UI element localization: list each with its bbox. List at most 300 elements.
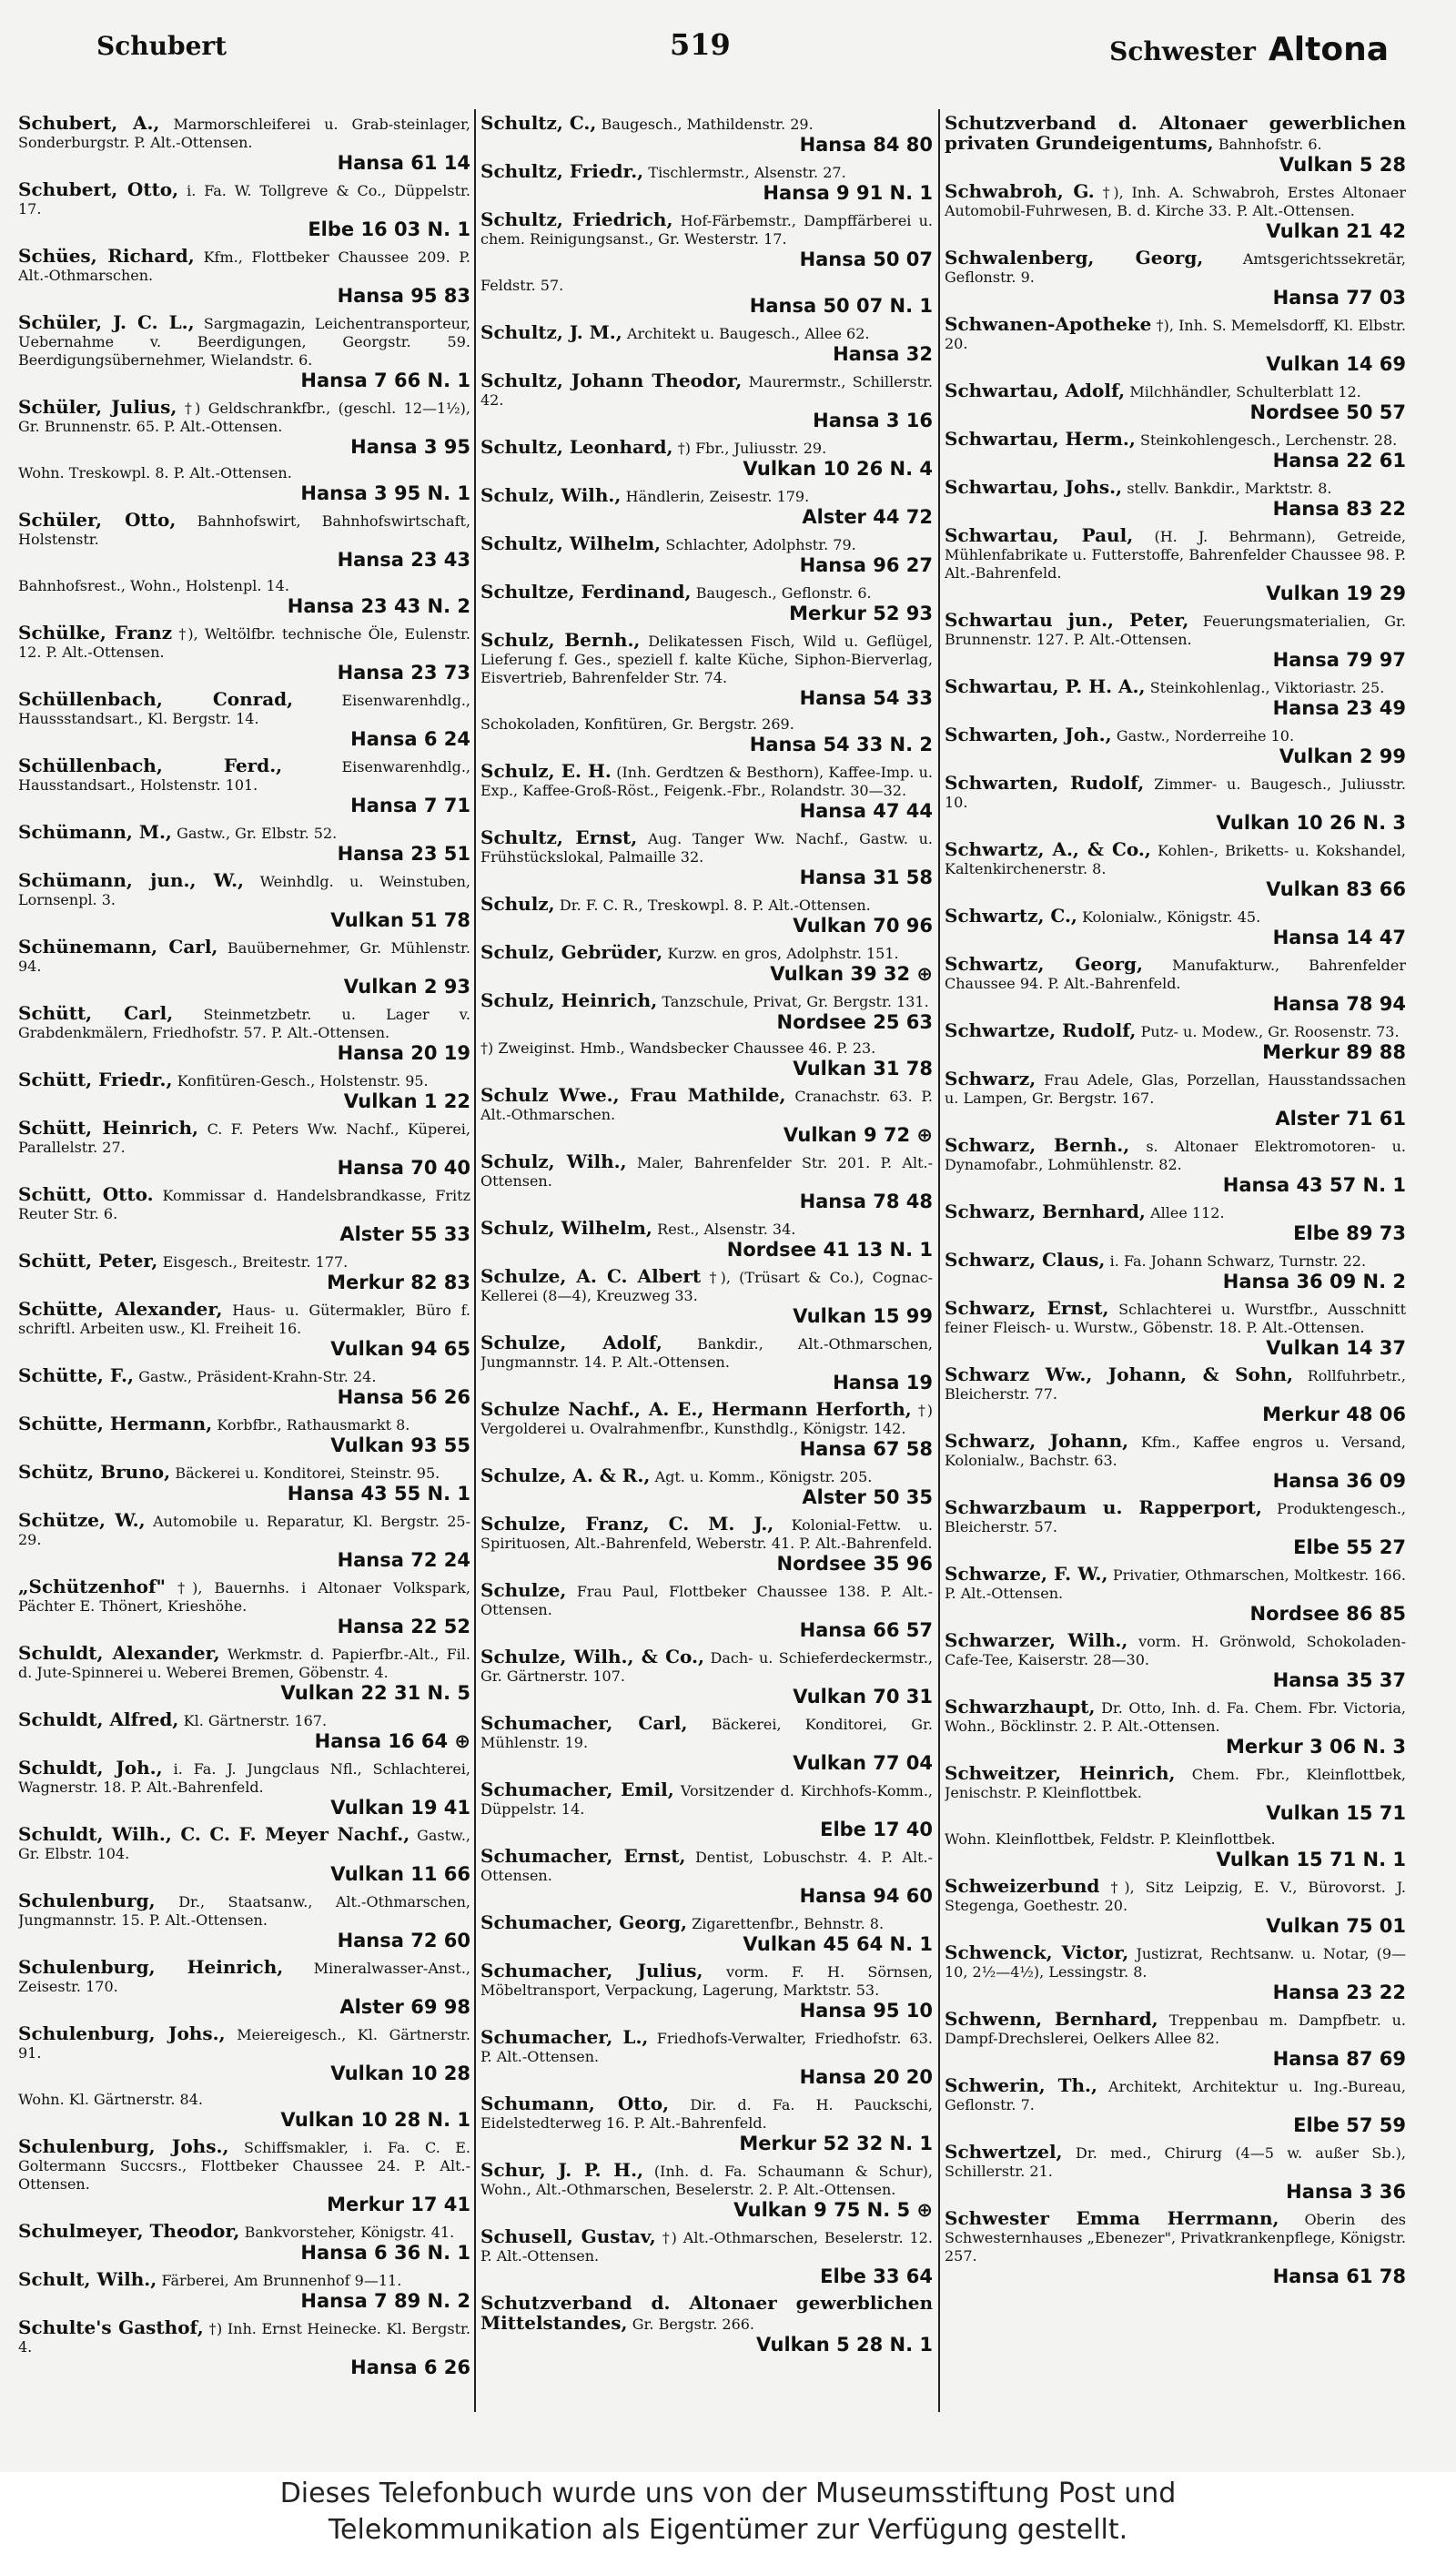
- entry-details: Kurzw. en gros, Adolphstr. 151.: [667, 945, 899, 962]
- entry-name: Schusell, Gustav,: [480, 2225, 656, 2247]
- entry-name: Schüllenbach, Conrad,: [18, 688, 294, 710]
- entry-phone: Hansa 47 44: [799, 800, 933, 822]
- directory-entry: [945, 2076, 1406, 2136]
- entry-phone: Nordsee 41 13 N. 1: [726, 1239, 933, 1261]
- entry-details: Friedhofs-Verwalter, Friedhofstr. 63. P. Alt.-Ottensen.: [480, 2030, 933, 2065]
- header-last-entry-name: Schwester: [1109, 36, 1256, 66]
- entry-name: Schwester Emma Herrmann,: [945, 2207, 1279, 2229]
- entry-details: Schokoladen, Konfitüren, Gr. Bergstr. 269.: [480, 715, 794, 733]
- directory-entry: [945, 1698, 1406, 1758]
- directory-entry: [18, 1511, 470, 1571]
- entry-details: Feldstr. 57.: [480, 277, 564, 294]
- entry-details: Eisgesch., Breitestr. 177.: [162, 1253, 349, 1271]
- entry-phone: Vulkan 15 99: [793, 1305, 933, 1327]
- entry-name: Schulz Wwe., Frau Mathilde,: [480, 1084, 786, 1106]
- entry-phone: Hansa 20 20: [799, 2066, 933, 2088]
- entry-details: (Inh. d. Fa. Schaumann & Schur), Wohn., Alt.-Othmarschen, Beselerstr. 2. P. Alt.-Ottensen.: [480, 2163, 933, 2198]
- directory-entry: [480, 210, 933, 270]
- entry-name: Schulze,: [480, 1579, 567, 1601]
- entry-name: Schwenn, Bernhard,: [945, 2008, 1158, 2030]
- entry-phone: Merkur 89 88: [1262, 1041, 1406, 1063]
- entry-details: s. Altonaer Elektromotoren- u. Dynamofabr., Lohmühlenstr. 82.: [945, 1138, 1406, 1173]
- entry-phone: Vulkan 75 01: [1266, 1915, 1406, 1937]
- entry-name: Schur, J. P. H.,: [480, 2159, 643, 2181]
- directory-entry: [945, 526, 1406, 604]
- entry-phone: Hansa 22 61: [1272, 450, 1406, 471]
- directory-entry: [945, 1365, 1406, 1425]
- entry-details: Kl. Gärtnerstr. 167.: [183, 1712, 328, 1729]
- directory-entry: [18, 1710, 470, 1752]
- directory-entry: [18, 398, 470, 458]
- entry-name: Schultz, Friedrich,: [480, 208, 673, 230]
- entry-details: (Inh. Gerdtzen & Besthorn), Kaffee-Imp. u. Exp., Kaffee-Groß-Röst., Feigenk.-Fbr., Rolandstr. 30—32.: [480, 764, 933, 799]
- directory-entry: [480, 1152, 933, 1212]
- directory-entry: [480, 828, 933, 888]
- entry-phone: Alster 50 35: [802, 1486, 933, 1508]
- entry-name: Schumacher, Julius,: [480, 1960, 703, 1981]
- entry-details: Tanzschule, Privat, Gr. Bergstr. 131.: [662, 993, 929, 1010]
- entry-details: †), Inh. S. Memelsdorff, Kl. Elbstr. 20.: [945, 317, 1406, 352]
- directory-entry: [945, 182, 1406, 242]
- entry-phone: Vulkan 93 55: [330, 1434, 470, 1456]
- entry-phone: Merkur 48 06: [1262, 1404, 1406, 1425]
- entry-name: Schultz, Wilhelm,: [480, 532, 662, 554]
- entry-name: Schulenburg,: [18, 1890, 156, 1911]
- entry-details: Justizrat, Rechtsanw. u. Notar, (9—10, 2½—4½), Lessingstr. 8.: [945, 1945, 1406, 1981]
- entry-details: Wohn. Treskowpl. 8. P. Alt.-Ottensen.: [18, 464, 292, 481]
- entry-details: †) Zweiginst. Hmb., Wandsbecker Chaussee 46. P. 23.: [480, 1039, 876, 1057]
- entry-details: Treppenbau m. Dampfbetr. u. Dampf-Drechslerei, Oelkers Allee 82.: [945, 2012, 1406, 2047]
- entry-details: Werkmstr. d. Papierfbr.-Alt., Fil. d. Jute-Spinnerei u. Weberei Bremen, Göbenstr. 4.: [18, 1646, 470, 1681]
- entry-phone: Vulkan 77 04: [793, 1752, 933, 1774]
- entry-phone: Elbe 33 64: [820, 2265, 933, 2287]
- footer-notice: [0, 2472, 1456, 2554]
- entry-phone: Merkur 52 93: [789, 603, 933, 624]
- entry-name: Schwartau, Paul,: [945, 524, 1134, 546]
- entry-phone: Hansa 79 97: [1272, 649, 1406, 671]
- entry-phone: Vulkan 21 42: [1266, 220, 1406, 242]
- column-divider: [474, 109, 476, 2412]
- entry-phone: Hansa 78 94: [1272, 993, 1406, 1015]
- entry-name: Schultze, Ferdinand,: [480, 581, 692, 603]
- entry-name: Schütze, W.,: [18, 1509, 146, 1531]
- directory-entry: [945, 1877, 1406, 1937]
- entry-phone: Vulkan 5 28: [1279, 154, 1406, 176]
- entry-details: †), (Trüsart & Co.), Cognac-Kellerei (8—4), Kreuzweg 33.: [480, 1269, 933, 1304]
- entry-phone: Hansa 36 09: [1272, 1470, 1406, 1492]
- entry-phone: Hansa 19: [833, 1372, 933, 1394]
- entry-name: Schultz, Leonhard,: [480, 436, 673, 458]
- entry-details: Sargmagazin, Leichentransporteur, Uebernahme v. Beerdigungen, Georgstr. 59. Beerdigungsübernehmer, Wielandstr. 6.: [18, 315, 470, 369]
- entry-phone: Alster 71 61: [1275, 1108, 1406, 1130]
- entry-phone: Vulkan 11 66: [330, 1863, 470, 1885]
- entry-details: Konfitüren-Gesch., Holstenstr. 95.: [177, 1072, 429, 1090]
- page-number: 519: [670, 27, 731, 62]
- entry-phone: Vulkan 14 37: [1266, 1337, 1406, 1359]
- directory-entry: [18, 871, 470, 931]
- directory-entry: [945, 478, 1406, 520]
- directory-entry: [18, 2091, 470, 2131]
- entry-name: Schwarten, Joh.,: [945, 724, 1112, 745]
- directory-entry: [480, 1913, 933, 1955]
- entry-name: Schwerin, Th.,: [945, 2074, 1097, 2096]
- directory-entry: [18, 247, 470, 307]
- entry-phone: Vulkan 2 93: [343, 976, 470, 998]
- directory-entry: [945, 1069, 1406, 1130]
- entry-name: Schumacher, Georg,: [480, 1911, 687, 1933]
- entry-details: Delikatessen Fisch, Wild u. Geflügel, Lieferung f. Ges., speziell f. kalte Küche, Siphon-Bierverlag, Eisvertrieb, Bahrenfelder Str. 74.: [480, 633, 933, 686]
- entry-details: Bankvorsteher, Königstr. 41.: [244, 2224, 455, 2241]
- directory-entry: [945, 381, 1406, 423]
- entry-phone: Elbe 57 59: [1293, 2114, 1406, 2136]
- entry-details: Baugesch., Geflonstr. 6.: [695, 584, 872, 602]
- entry-name: Schweitzer, Heinrich,: [945, 1762, 1176, 1784]
- entry-name: Schultz, Friedr.,: [480, 160, 644, 182]
- entry-phone: Hansa 84 80: [799, 134, 933, 156]
- entry-phone: Hansa 61 78: [1272, 2265, 1406, 2287]
- column-3: [945, 114, 1406, 2412]
- directory-entry: [945, 248, 1406, 309]
- entry-details: Gastw., Gr. Elbstr. 52.: [177, 825, 338, 842]
- directory-entry: [480, 1333, 933, 1394]
- entry-phone: Hansa 70 40: [337, 1157, 470, 1179]
- entry-details: Dr., Staatsanw., Alt.-Othmarschen, Jungmannstr. 15. P. Alt.-Ottensen.: [18, 1893, 470, 1929]
- entry-name: Schünemann, Carl,: [18, 936, 218, 958]
- entry-name: Schwartau, Johs.,: [945, 476, 1123, 498]
- entry-phone: Hansa 61 14: [337, 152, 470, 174]
- entry-details: Dr. Otto, Inh. d. Fa. Chem. Fbr. Victoria, Wohn., Böcklinstr. 2. P. Alt.-Ottensen.: [945, 1699, 1406, 1735]
- entry-details: Steinkohlengesch., Lerchenstr. 28.: [1140, 431, 1398, 449]
- directory-entry: [480, 371, 933, 431]
- entry-name: Schwartau, Herm.,: [945, 428, 1136, 450]
- entry-phone: Hansa 3 95 N. 1: [300, 482, 470, 504]
- directory-entry: [18, 1758, 470, 1819]
- entry-name: Schulz, Wilh.,: [480, 1150, 627, 1172]
- entry-phone: Hansa 6 24: [350, 728, 470, 750]
- directory-entry: [945, 725, 1406, 767]
- directory-entry: [945, 1830, 1406, 1870]
- entry-phone: Hansa 31 58: [799, 867, 933, 888]
- entry-details: Zigarettenfbr., Behnstr. 8.: [692, 1915, 885, 1932]
- directory-entry: [18, 937, 470, 998]
- directory-entry: [480, 943, 933, 985]
- entry-details: Kolonialw., Königstr. 45.: [1082, 908, 1261, 926]
- entry-phone: Vulkan 19 29: [1266, 583, 1406, 604]
- entry-name: Schumacher, L.,: [480, 2026, 649, 2048]
- directory-entry: [18, 690, 470, 750]
- entry-name: Schwanen-Apotheke: [945, 313, 1152, 335]
- entry-name: Schutzverband d. Altonaer gewerblichen privaten Grundeigentums,: [945, 114, 1406, 154]
- entry-name: Schwarzhaupt,: [945, 1696, 1096, 1718]
- entry-details: Aug. Tanger Ww. Nachf., Gastw. u. Frühstückslokal, Palmaille 32.: [480, 830, 933, 866]
- entry-name: Schweizerbund: [945, 1875, 1100, 1897]
- entry-name: „Schützenhof": [18, 1576, 166, 1597]
- entry-details: Gastw., Präsident-Krahn-Str. 24.: [138, 1368, 377, 1385]
- entry-details: Architekt, Architektur u. Ing.-Bureau, Geflonstr. 7.: [945, 2078, 1406, 2113]
- directory-entry: [945, 774, 1406, 834]
- entry-details: Händlerin, Zeisestr. 179.: [625, 488, 810, 505]
- directory-entry: [18, 2137, 470, 2215]
- directory-entry: [480, 114, 933, 156]
- directory-entry: [18, 1070, 470, 1112]
- entry-phone: Hansa 7 89 N. 2: [300, 2290, 470, 2312]
- directory-entry: [945, 955, 1406, 1015]
- entry-phone: Hansa 54 33: [799, 687, 933, 709]
- entry-phone: Hansa 6 26: [350, 2356, 470, 2378]
- entry-details: Kfm., Flottbeker Chaussee 209. P. Alt.-Othmarschen.: [18, 248, 470, 284]
- entry-phone: Vulkan 70 31: [793, 1686, 933, 1708]
- entry-phone: Vulkan 2 99: [1279, 745, 1406, 767]
- directory-entry: [18, 1004, 470, 1064]
- entry-name: Schütt, Heinrich,: [18, 1117, 199, 1139]
- directory-entry: [480, 1267, 933, 1327]
- entry-phone: Hansa 95 83: [337, 285, 470, 307]
- directory-entry: [480, 1961, 933, 2022]
- directory-entry: [18, 756, 470, 816]
- entry-name: Schüllenbach, Ferd.,: [18, 755, 283, 776]
- entry-phone: Hansa 77 03: [1272, 287, 1406, 309]
- entry-details: †) Geldschrankfbr., (geschl. 12—1½), Gr. Brunnenstr. 65. P. Alt.-Ottensen.: [18, 400, 470, 435]
- entry-details: Steinmetzbetr. u. Lager v. Grabdenkmälern, Friedhofstr. 57. P. Alt.-Ottensen.: [18, 1006, 470, 1041]
- entry-details: Chem. Fbr., Kleinflottbek, Jenischstr. P. Kleinflottbek.: [945, 1766, 1406, 1801]
- entry-phone: Hansa 9 91 N. 1: [763, 182, 933, 204]
- entry-phone: Hansa 50 07: [799, 248, 933, 270]
- entry-details: Agt. u. Komm., Königstr. 205.: [654, 1468, 873, 1485]
- directory-entry: [480, 1466, 933, 1508]
- entry-name: Schwertzel,: [945, 2141, 1063, 2163]
- directory-entry: [480, 895, 933, 937]
- entry-name: Schumacher, Ernst,: [480, 1845, 686, 1867]
- entry-phone: Hansa 43 55 N. 1: [287, 1483, 470, 1505]
- entry-name: Schwarze, F. W.,: [945, 1563, 1108, 1585]
- directory-entry: [945, 1021, 1406, 1063]
- entry-name: Schulze, Franz, C. M. J.,: [480, 1513, 774, 1535]
- entry-name: Schüler, Otto,: [18, 509, 177, 531]
- entry-details: Wohn. Kl. Gärtnerstr. 84.: [18, 2091, 203, 2108]
- entry-details: Oberin des Schwesternhauses „Ebenezer", Privatkrankenpflege, Königstr. 257.: [945, 2211, 1406, 2265]
- directory-entry: [945, 907, 1406, 948]
- entry-phone: Hansa 87 69: [1272, 2048, 1406, 2070]
- entry-details: Maurermstr., Schillerstr. 42.: [480, 373, 933, 409]
- entry-name: Schüler, J. C. L.,: [18, 311, 195, 333]
- directory-entry: [945, 677, 1406, 719]
- entry-details: †) Fbr., Juliusstr. 29.: [677, 440, 827, 457]
- directory-entry: [480, 762, 933, 822]
- entry-details: Cranachstr. 63. P. Alt.-Othmarschen.: [480, 1088, 933, 1123]
- directory-entry: [18, 1958, 470, 2018]
- entry-name: Schülke, Franz: [18, 622, 173, 644]
- entry-details: Automobile u. Reparatur, Kl. Bergstr. 25-29.: [18, 1513, 470, 1548]
- entry-name: Schwartau, Adolf,: [945, 380, 1126, 401]
- entry-details: †) Alt.-Othmarschen, Beselerstr. 12. P. Alt.-Ottensen.: [480, 2229, 933, 2265]
- entry-phone: Hansa 23 51: [337, 843, 470, 865]
- entry-details: Bauübernehmer, Gr. Mühlenstr. 94.: [18, 939, 470, 975]
- entry-phone: Vulkan 39 32 ⊕: [770, 963, 933, 985]
- entry-details: Rollfuhrbetr., Bleicherstr. 77.: [945, 1367, 1406, 1403]
- directory-entry: [18, 114, 470, 174]
- directory-entry: [480, 1581, 933, 1641]
- entry-name: Schulze, A. & R.,: [480, 1464, 651, 1486]
- entry-details: Schlachterei u. Wurstfbr., Ausschnitt feiner Fleisch- u. Wurstw., Göbenstr. 18. P. Alt.-Ottensen.: [945, 1301, 1406, 1336]
- directory-entry: [18, 1463, 470, 1505]
- entry-details: Marmorschleiferei u. Grab-steinlager, Sonderburgstr. P. Alt.-Ottensen.: [18, 116, 470, 151]
- entry-phone: Elbe 17 40: [820, 1819, 933, 1840]
- entry-details: Kommissar d. Handelsbrandkasse, Fritz Reuter Str. 6.: [18, 1187, 470, 1222]
- entry-name: Schütte, Hermann,: [18, 1413, 213, 1434]
- directory-entry: [18, 511, 470, 571]
- directory-entry: [480, 1086, 933, 1146]
- entry-details: Kfm., Kaffee engros u. Versand, Kolonialw., Bachstr. 63.: [945, 1434, 1406, 1469]
- entry-phone: Hansa 96 27: [799, 554, 933, 576]
- entry-details: Dr. F. C. R., Treskowpl. 8. P. Alt.-Ottensen.: [559, 897, 871, 914]
- entry-phone: Vulkan 10 26 N. 4: [743, 458, 933, 480]
- entry-name: Schulz, Bernh.,: [480, 629, 641, 651]
- entry-phone: Vulkan 51 78: [330, 909, 470, 931]
- entry-phone: Hansa 14 47: [1272, 927, 1406, 948]
- directory-entry: [480, 2294, 933, 2356]
- entry-name: Schutzverband d. Altonaer gewerblichen Mittelstandes,: [480, 2292, 933, 2334]
- header-city: Altona: [1268, 31, 1389, 68]
- entry-phone: Vulkan 22 31 N. 5: [280, 1682, 470, 1704]
- entry-details: †), Sitz Leipzig, E. V., Bürovorst. J. Stegenga, Goethestr. 20.: [945, 1879, 1406, 1914]
- entry-details: Eisenwarenhdlg., Haussstandsart., Kl. Bergstr. 14.: [18, 692, 470, 727]
- directory-entry: [945, 2010, 1406, 2070]
- entry-name: Schultz, Ernst,: [480, 826, 638, 848]
- entry-phone: Vulkan 15 71: [1266, 1802, 1406, 1824]
- directory-entry: [480, 323, 933, 365]
- column-1: [18, 114, 470, 2412]
- directory-entry: [480, 486, 933, 528]
- entry-phone: Hansa 6 36 N. 1: [300, 2242, 470, 2264]
- entry-phone: Hansa 32: [833, 343, 933, 365]
- entry-details: †), Inh. A. Schwabroh, Erstes Altonaer Automobil-Fuhrwesen, B. d. Kirche 33. P. Alt.-Ottensen.: [945, 184, 1406, 219]
- directory-entry: [18, 1300, 470, 1360]
- entry-details: i. Fa. Johann Schwarz, Turnstr. 22.: [1109, 1252, 1367, 1270]
- directory-entry: [18, 464, 470, 504]
- directory-entry: [945, 1202, 1406, 1244]
- entry-name: Schulenburg, Heinrich,: [18, 1956, 284, 1978]
- page-header: [24, 27, 1389, 86]
- entry-details: Haus- u. Gütermakler, Büro f. schriftl. Arbeiten usw., Kl. Freiheit 16.: [18, 1302, 470, 1337]
- entry-name: Schult, Wilh.,: [18, 2268, 157, 2290]
- entry-details: Gr. Bergstr. 266.: [632, 2316, 755, 2333]
- footer-line-2: Telekommunikation als Eigentümer zur Verfügung gestellt.: [328, 2514, 1128, 2546]
- entry-phone: Vulkan 94 65: [330, 1338, 470, 1360]
- entry-phone: Hansa 3 95: [350, 436, 470, 458]
- entry-details: Frau Adele, Glas, Porzellan, Hausstandssachen u. Lampen, Gr. Bergstr. 167.: [945, 1071, 1406, 1107]
- entry-details: Allee 112.: [1150, 1204, 1225, 1221]
- directory-entry: [480, 715, 933, 755]
- entry-phone: Hansa 66 57: [799, 1619, 933, 1641]
- directory-entry: [18, 180, 470, 240]
- entry-phone: Hansa 7 71: [350, 795, 470, 816]
- directory-entry: [18, 313, 470, 391]
- entry-name: Schulz, Wilh.,: [480, 484, 622, 506]
- entry-phone: Vulkan 70 96: [793, 915, 933, 937]
- directory-entry: [480, 2028, 933, 2088]
- entry-details: Dr. med., Chirurg (4—5 w. außer Sb.), Schillerstr. 21.: [945, 2144, 1406, 2180]
- entry-name: Schubert, A.,: [18, 114, 160, 134]
- entry-phone: Hansa 35 37: [1272, 1669, 1406, 1691]
- directory-entry: [480, 583, 933, 624]
- directory-entry: [18, 823, 470, 865]
- entry-details: Bankdir., Alt.-Othmarschen, Jungmannstr. 14. P. Alt.-Ottensen.: [480, 1335, 933, 1371]
- header-first-entry: Schubert: [96, 31, 228, 61]
- directory-entry: [480, 1847, 933, 1907]
- entry-name: Schulze, Wilh., & Co.,: [480, 1646, 704, 1667]
- entry-name: Schwabroh, G.: [945, 180, 1095, 202]
- entry-details: Kohlen-, Briketts- u. Kokshandel, Kaltenkirchenerstr. 8.: [945, 842, 1406, 877]
- directory-entry: [945, 1631, 1406, 1691]
- entry-name: Schwarzer, Wilh.,: [945, 1629, 1128, 1651]
- directory-entry: [945, 1943, 1406, 2003]
- entry-phone: Hansa 72 24: [337, 1549, 470, 1571]
- entry-name: Schwartau jun., Peter,: [945, 609, 1189, 631]
- directory-entry: [480, 162, 933, 204]
- entry-details: Mineralwasser-Anst., Zeisestr. 170.: [18, 1960, 470, 1995]
- directory-entry: [945, 1299, 1406, 1359]
- directory-entry: [945, 1251, 1406, 1292]
- entry-phone: Vulkan 10 28: [330, 2062, 470, 2084]
- entry-name: Schumann, Otto,: [480, 2093, 670, 2114]
- entry-phone: Hansa 72 60: [337, 1930, 470, 1951]
- entry-details: Bahnhofswirt, Bahnhofswirtschaft, Holstenstr.: [18, 512, 470, 548]
- entry-phone: Hansa 3 36: [1286, 2181, 1406, 2203]
- entry-phone: Alster 55 33: [339, 1223, 470, 1245]
- entry-phone: Alster 44 72: [802, 506, 933, 528]
- entry-phone: Hansa 83 22: [1272, 498, 1406, 520]
- entry-name: Schwalenberg, Georg,: [945, 247, 1204, 269]
- entry-name: Schumacher, Emil,: [480, 1779, 674, 1800]
- entry-name: Schwartz, A., & Co.,: [945, 838, 1151, 860]
- entry-phone: Hansa 3 16: [813, 410, 933, 431]
- entry-details: Rest., Alsenstr. 34.: [657, 1221, 796, 1238]
- directory-entry: [480, 438, 933, 480]
- entry-name: Schumacher, Carl,: [480, 1712, 688, 1734]
- entry-phone: Merkur 3 06 N. 3: [1225, 1736, 1406, 1758]
- entry-name: Schuldt, Alexander,: [18, 1642, 220, 1664]
- directory-entry: [18, 1119, 470, 1179]
- directory-entry: [480, 1780, 933, 1840]
- entry-details: †), Bauernhs. i Altonaer Volkspark, Pächter E. Thönert, Krieshöhe.: [18, 1579, 470, 1615]
- header-last-entry: [1109, 31, 1389, 68]
- directory-entry: [18, 577, 470, 617]
- entry-phone: Merkur 17 41: [327, 2194, 470, 2215]
- entry-name: Schwarz, Claus,: [945, 1249, 1106, 1271]
- entry-details: Privatier, Othmarschen, Moltkestr. 166. P. Alt.-Ottensen.: [945, 1566, 1406, 1602]
- directory-entry: [18, 2222, 470, 2264]
- entry-name: Schulze, Adolf,: [480, 1332, 662, 1353]
- entry-name: Schwarz, Bernh.,: [945, 1134, 1130, 1156]
- directory-entry: [480, 2094, 933, 2154]
- entry-phone: Vulkan 5 28 N. 1: [756, 2334, 933, 2356]
- entry-details: Feuerungsmaterialien, Gr. Brunnenstr. 127. P. Alt.-Ottensen.: [945, 613, 1406, 648]
- directory-entry: [945, 2143, 1406, 2203]
- directory-entry: [18, 1366, 470, 1408]
- directory-entry: [480, 1400, 933, 1460]
- entry-name: Schulz, Wilhelm,: [480, 1217, 652, 1239]
- entry-phone: Elbe 55 27: [1293, 1536, 1406, 1558]
- entry-phone: Alster 69 98: [339, 1996, 470, 2018]
- entry-name: Schwarz, Ernst,: [945, 1297, 1109, 1319]
- entry-details: Eisenwarenhdlg., Hausstandsart., Holstenstr. 101.: [18, 758, 470, 794]
- entry-details: Bäckerei, Konditorei, Gr. Mühlenstr. 19.: [480, 1716, 933, 1751]
- entry-details: C. F. Peters Ww. Nachf., Küperei, Parallelstr. 27.: [18, 1120, 470, 1156]
- entry-details: Kolonial-Fettw. u. Spirituosen, Alt.-Bahrenfeld, Weberstr. 41. P. Alt.-Bahrenfeld.: [480, 1516, 933, 1552]
- entry-details: Weinhdlg. u. Weinstuben, Lornsenpl. 3.: [18, 873, 470, 908]
- directory-entry: [480, 1515, 933, 1575]
- entry-phone: Hansa 95 10: [799, 2000, 933, 2022]
